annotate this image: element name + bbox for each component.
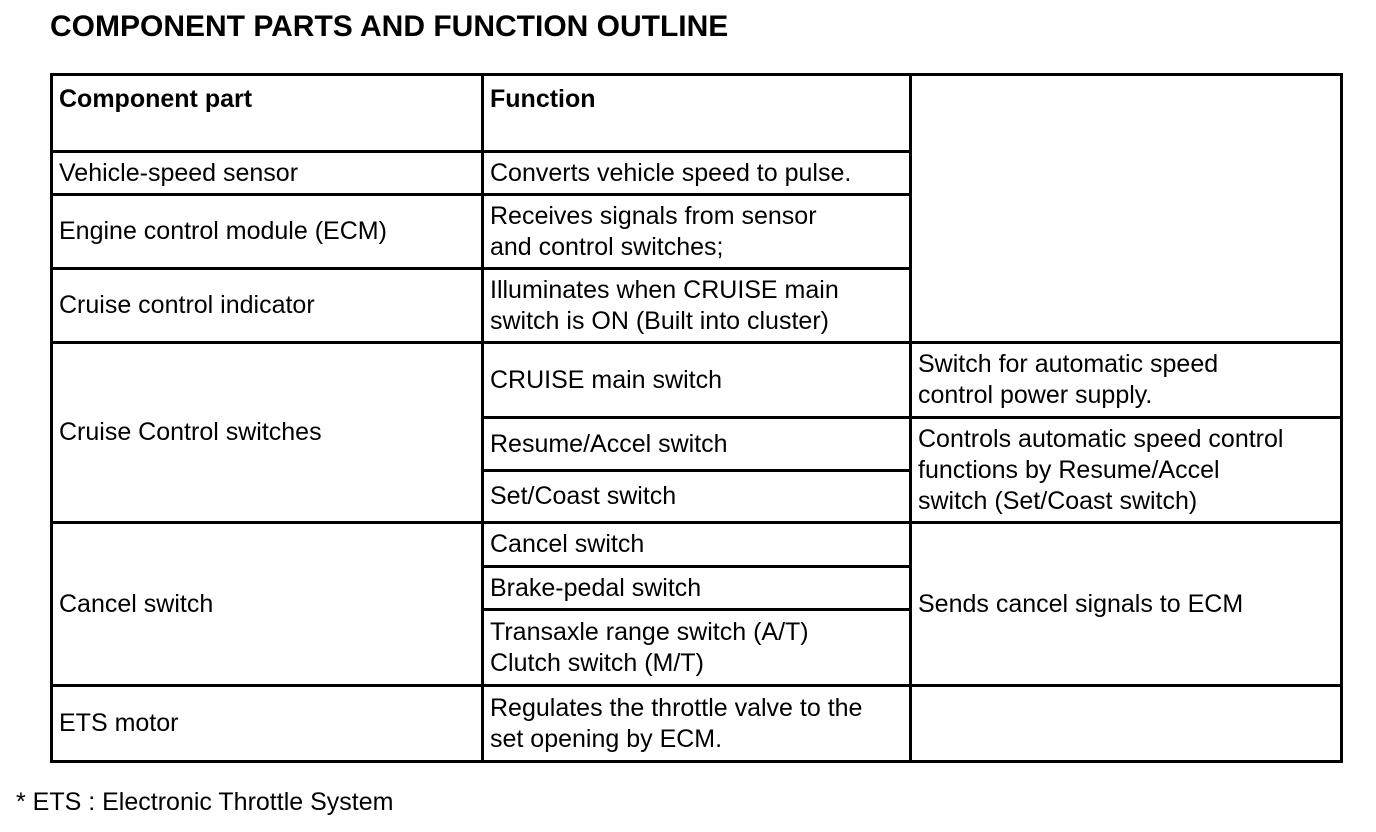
part-cruise-control-switches: Cruise Control switches xyxy=(52,343,483,523)
page-title: COMPONENT PARTS AND FUNCTION OUTLINE xyxy=(50,10,729,43)
function-brake-pedal-switch: Brake-pedal switch xyxy=(483,567,911,610)
component-table xyxy=(50,73,1343,763)
desc-ets-motor-blank xyxy=(911,686,1342,762)
part-ecm: Engine control module (ECM) xyxy=(52,195,483,269)
table-row xyxy=(52,523,1342,567)
table-header-row xyxy=(52,75,1342,152)
header-component-part: Component part xyxy=(52,75,483,152)
header-blank-cell xyxy=(911,75,1342,343)
function-set-coast-switch: Set/Coast switch xyxy=(483,471,911,523)
part-cruise-indicator: Cruise control indicator xyxy=(52,269,483,343)
function-cruise-main-switch: CRUISE main switch xyxy=(483,343,911,418)
function-vehicle-speed-sensor: Converts vehicle speed to pulse. xyxy=(483,152,911,195)
function-resume-accel-switch: Resume/Accel switch xyxy=(483,418,911,471)
desc-cancel-switch: Sends cancel signals to ECM xyxy=(911,523,1342,686)
part-ets-motor: ETS motor xyxy=(52,686,483,762)
function-ecm: Receives signals from sensor and control switches; xyxy=(483,195,911,269)
part-cancel-switch: Cancel switch xyxy=(52,523,483,686)
header-function: Function xyxy=(483,75,911,152)
function-cruise-indicator: Illuminates when CRUISE main switch is ON (Built into cluster) xyxy=(483,269,911,343)
footnote: * ETS : Electronic Throttle System xyxy=(16,788,394,816)
function-transaxle-clutch-switch: Transaxle range switch (A/T) Clutch switch (M/T) xyxy=(483,610,911,686)
function-ets-motor: Regulates the throttle valve to the set opening by ECM. xyxy=(483,686,911,762)
part-vehicle-speed-sensor: Vehicle-speed sensor xyxy=(52,152,483,195)
function-cancel-switch: Cancel switch xyxy=(483,523,911,567)
table-row xyxy=(52,686,1342,762)
desc-resume-set-switch: Controls automatic speed control functions by Resume/Accel switch (Set/Coast switch) xyxy=(911,418,1342,523)
table-row xyxy=(52,343,1342,418)
desc-cruise-main-switch: Switch for automatic speed control power supply. xyxy=(911,343,1342,418)
